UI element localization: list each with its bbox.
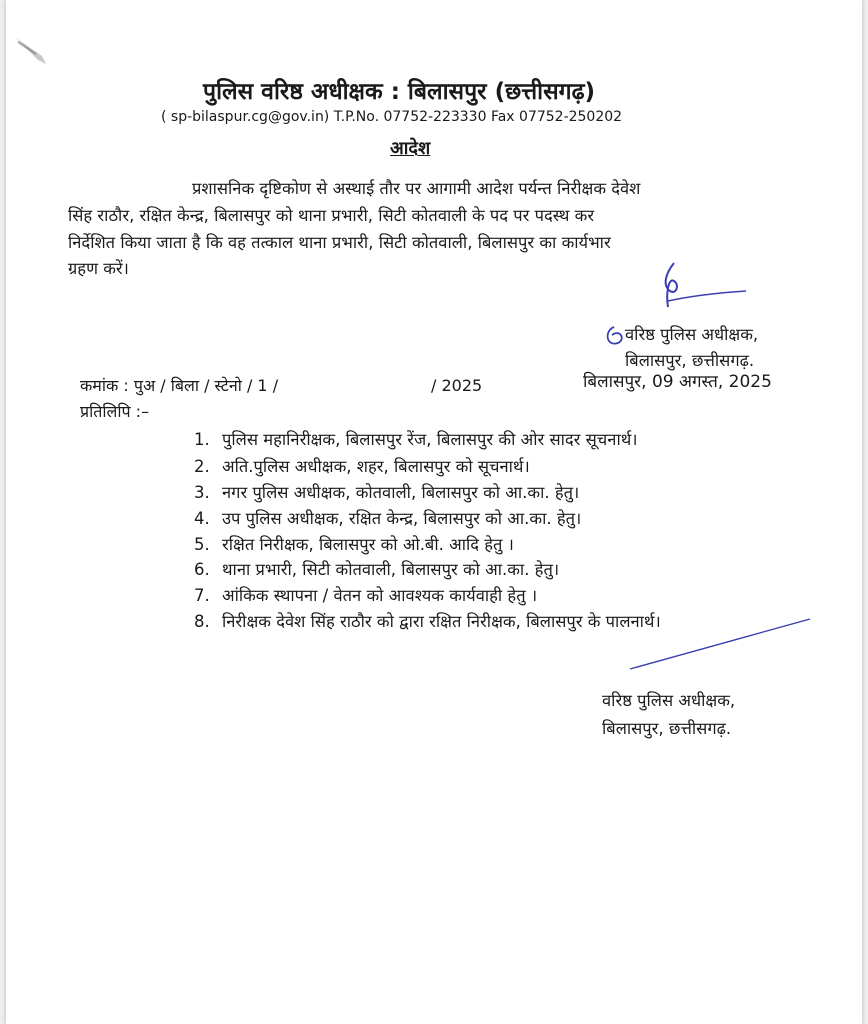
list-item-text: उप पुलिस अधीक्षक, रक्षित केन्द्र, बिलासपुर को आ.का. हेतु। [222, 509, 582, 528]
reference-number: कमांक : पुअ / बिला / स्टेनो / 1 / [80, 376, 279, 395]
reference-date: बिलासपुर, 09 अगस्त, 2025 [583, 372, 772, 392]
signatory-designation: वरिष्ठ पुलिस अधीक्षक, [625, 325, 759, 344]
list-item-number: 7. [194, 586, 210, 605]
list-item-text: निरीक्षक देवेश सिंह राठौर को द्वारा रक्षित निरीक्षक, बिलासपुर के पालनार्थ। [222, 612, 661, 631]
list-item-number: 6. [194, 560, 210, 579]
list-item-text: नगर पुलिस अधीक्षक, कोतवाली, बिलासपुर को आ.का. हेतु। [222, 483, 580, 502]
list-item-number: 8. [194, 612, 210, 631]
list-item-text: आंकिक स्थापना / वेतन को आवश्यक कार्यवाही हेतु । [222, 586, 538, 605]
order-title: आदेश [390, 138, 431, 159]
list-item-number: 2. [194, 457, 210, 476]
copy-label: प्रतिलिपि :– [80, 402, 150, 421]
list-item-number: 3. [194, 483, 210, 502]
list-item [194, 609, 661, 632]
order-line-3: निर्देशित किया जाता है कि वह तत्काल थाना प्रभारी, सिटी कोतवाली, बिलासपुर का कार्यभार [68, 233, 611, 252]
reference-year: / 2025 [431, 376, 483, 395]
list-item [194, 480, 579, 503]
office-heading: पुलिस वरिष्ठ अधीक्षक : बिलासपुर (छत्तीसगढ़) [203, 79, 596, 105]
list-item [194, 557, 559, 580]
list-item-text: पुलिस महानिरीक्षक, बिलासपुर रेंज, बिलासपुर की ओर सादर सूचनार्थ। [222, 430, 638, 449]
signatory-place: बिलासपुर, छत्तीसगढ़. [625, 351, 755, 370]
pin-icon [12, 34, 52, 68]
list-item [194, 532, 514, 555]
list-item [194, 583, 537, 606]
list-item [194, 454, 530, 477]
footer-signatory-designation: वरिष्ठ पुलिस अधीक्षक, [602, 691, 736, 710]
list-item [194, 427, 638, 450]
contact-line: ( sp-bilaspur.cg@gov.in) T.P.No. 07752-223330 Fax 07752-250202 [161, 109, 623, 125]
order-line-4: ग्रहण करें। [68, 259, 129, 278]
list-item-number: 5. [194, 535, 210, 554]
list-item-number: 1. [194, 430, 210, 449]
order-line-2: सिंह राठौर, रक्षित केन्द्र, बिलासपुर को थाना प्रभारी, सिटी कोतवाली के पद पर पदस्थ कर [68, 206, 595, 225]
list-item-text: अति.पुलिस अधीक्षक, शहर, बिलासपुर को सूचनार्थ। [222, 457, 530, 476]
footer-signatory-place: बिलासपुर, छत्तीसगढ़. [602, 719, 732, 738]
list-item [194, 506, 581, 529]
list-item-text: रक्षित निरीक्षक, बिलासपुर को ओ.बी. आदि हेतु । [222, 535, 514, 554]
order-line-1: प्रशासनिक दृष्टिकोण से अस्थाई तौर पर आगामी आदेश पर्यन्त निरीक्षक देवेश [192, 179, 641, 198]
document-page [6, 0, 862, 1024]
list-item-text: थाना प्रभारी, सिटी कोतवाली, बिलासपुर को आ.का. हेतु। [222, 560, 560, 579]
list-item-number: 4. [194, 509, 210, 528]
